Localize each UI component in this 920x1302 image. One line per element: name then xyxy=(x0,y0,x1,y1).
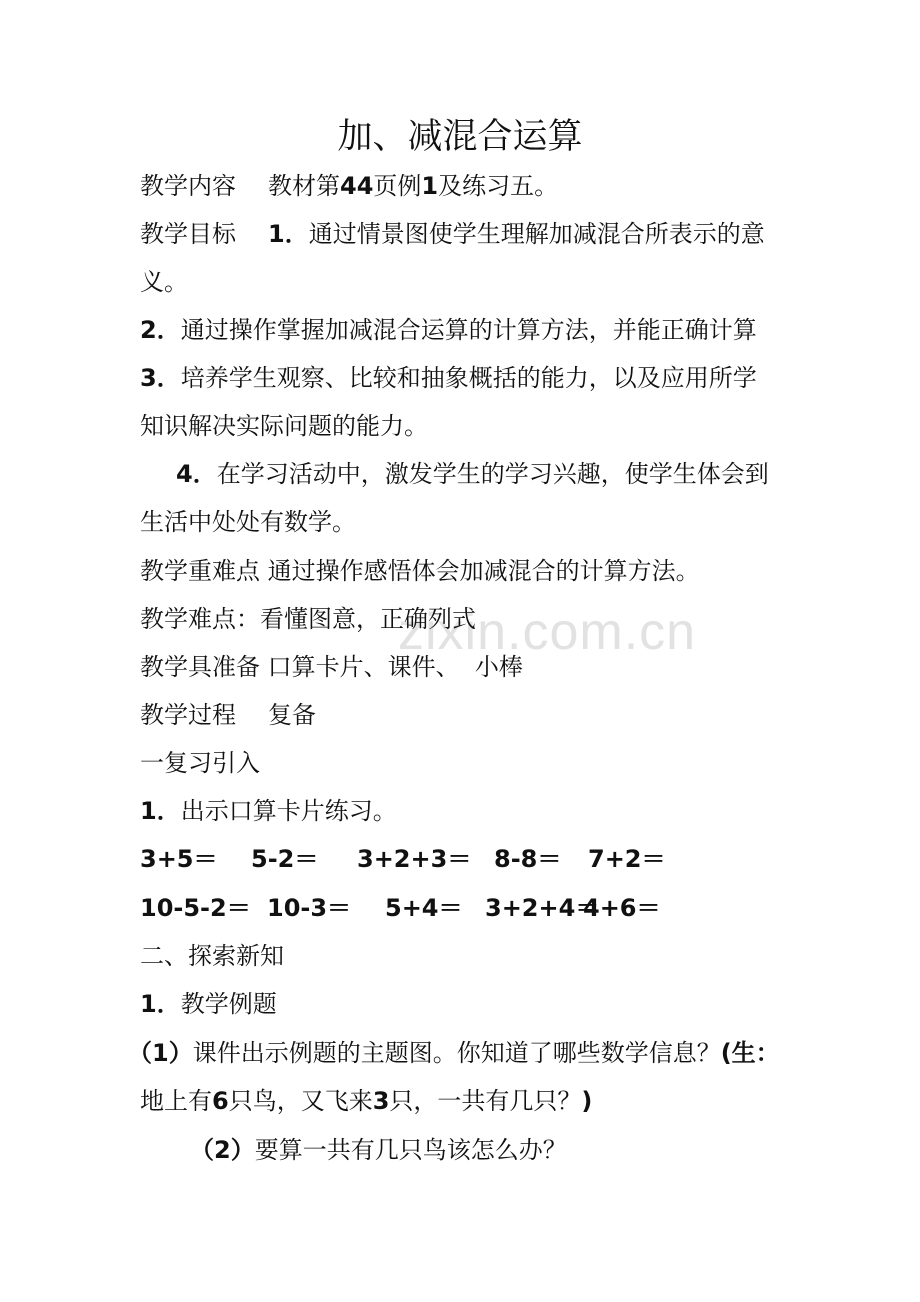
exercise-card: 3+2+4＝ xyxy=(485,894,600,922)
exercise-card: 5-2＝ xyxy=(251,845,319,873)
goal-1-number: 1． xyxy=(268,220,309,248)
goal-3-continued: 知识解决实际问题的能力。 xyxy=(140,412,428,440)
key-points-line: 教学重难点 通过操作感悟体会加减混合的计算方法。 xyxy=(140,557,700,585)
question-1-student-open: (生： xyxy=(720,1039,780,1067)
explore-item-1-text: 教学例题 xyxy=(180,990,277,1018)
difficulty-line: 教学难点：看懂图意，正确列式 xyxy=(140,605,476,633)
exercise-row-1 xyxy=(140,843,740,875)
goal-4-line xyxy=(176,458,769,490)
review-item-1-number: 1． xyxy=(140,797,181,825)
answer-number-6: 6 xyxy=(212,1087,229,1115)
review-item-1 xyxy=(140,795,397,827)
explore-item-1 xyxy=(140,988,277,1020)
answer-text-a: 地上有 xyxy=(140,1087,212,1115)
exercise-card: 10-3＝ xyxy=(267,894,352,922)
goal-3-text: 培养学生观察、比较和抽象概括的能力，以及应用所学 xyxy=(180,364,757,392)
exercise-card: 10-5-2＝ xyxy=(140,894,251,922)
page-title: 加、减混合运算 xyxy=(337,117,583,157)
goal-1-text: 通过情景图使学生理解加减混合所表示的意 xyxy=(308,220,765,248)
question-2-text: 要算一共有几只鸟该怎么办？ xyxy=(254,1136,567,1164)
content-text-a: 教材第 xyxy=(268,172,340,200)
goal-2-number: 2． xyxy=(140,316,181,344)
content-example-number: 1 xyxy=(421,172,439,200)
exercise-card: 4+6＝ xyxy=(583,894,661,922)
exercise-card: 8-8＝ xyxy=(494,845,562,873)
goal-4-continued: 生活中处处有数学。 xyxy=(140,508,356,536)
explore-item-1-number: 1． xyxy=(140,990,181,1018)
question-1-text: 课件出示例题的主题图。你知道了哪些数学信息？ xyxy=(192,1039,721,1067)
question-1-number: （1） xyxy=(128,1039,193,1067)
content-text-b: 页例 xyxy=(373,172,422,200)
goal-1-line xyxy=(140,218,765,250)
content-text-c: 及练习五。 xyxy=(438,172,559,200)
content-line xyxy=(140,170,558,202)
watermark: zixin.com.cn xyxy=(398,603,697,661)
exercise-row-2 xyxy=(140,892,740,924)
process-value: 复备 xyxy=(268,701,316,729)
exercise-card: 5+4＝ xyxy=(385,894,463,922)
process-label: 教学过程 xyxy=(140,701,236,729)
exercise-card: 7+2＝ xyxy=(588,845,666,873)
question-2-line xyxy=(190,1134,567,1166)
answer-close-paren: ) xyxy=(581,1087,593,1115)
question-1-answer xyxy=(140,1085,592,1117)
exercise-card: 3+2+3＝ xyxy=(357,845,472,873)
goal-1-continued: 义。 xyxy=(140,268,188,296)
section-review-heading: 一复习引入 xyxy=(140,749,260,777)
goal-3-line xyxy=(140,362,757,394)
section-explore-heading: 二、探索新知 xyxy=(140,942,284,970)
goal-2-line xyxy=(140,314,757,346)
answer-text-b: 只鸟，又飞来 xyxy=(228,1087,373,1115)
exercise-card: 3+5＝ xyxy=(140,845,218,873)
content-page-number: 44 xyxy=(340,172,374,200)
goal-2-text: 通过操作掌握加减混合运算的计算方法，并能正确计算 xyxy=(180,316,757,344)
review-item-1-text: 出示口算卡片练习。 xyxy=(180,797,397,825)
answer-text-c: 只，一共有几只？ xyxy=(389,1087,582,1115)
goal-4-number: 4． xyxy=(176,460,217,488)
process-line xyxy=(140,699,316,731)
question-1-line xyxy=(128,1037,780,1069)
goals-label: 教学目标 xyxy=(140,220,236,248)
question-2-number: （2） xyxy=(190,1136,255,1164)
goal-3-number: 3． xyxy=(140,364,181,392)
content-label: 教学内容 xyxy=(140,172,236,200)
answer-number-3: 3 xyxy=(372,1087,390,1115)
goal-4-text: 在学习活动中，激发学生的学习兴趣，使学生体会到 xyxy=(216,460,769,488)
prep-line: 教学具准备 口算卡片、课件、 小棒 xyxy=(140,653,523,681)
